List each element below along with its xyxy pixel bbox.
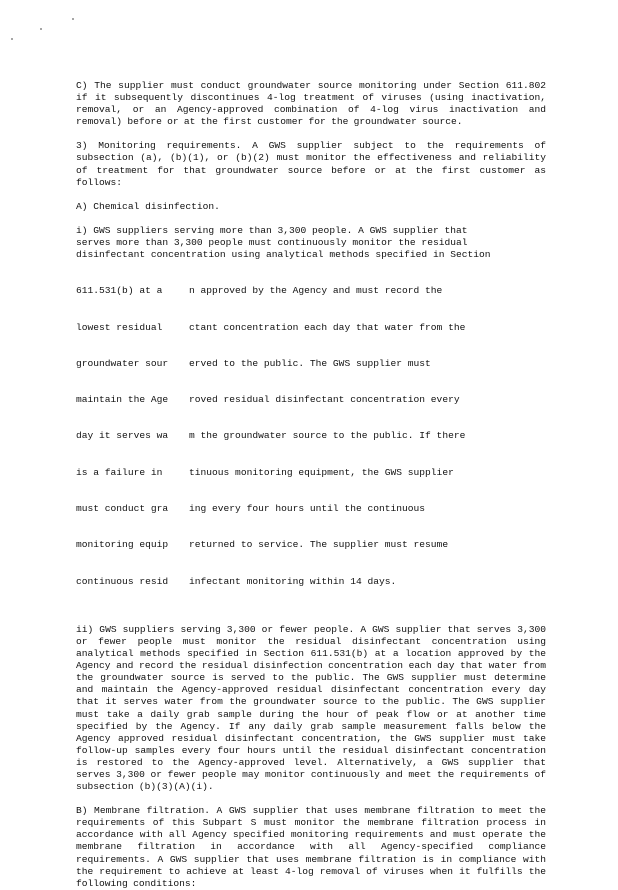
paragraph-i-right-line: tinuous monitoring equipment, the GWS supplier <box>189 466 454 478</box>
paragraph-i-right-line: erved to the public. The GWS supplier must <box>189 357 431 369</box>
scan-speck <box>11 38 13 40</box>
paragraph-i-left-line: lowest residual <box>76 321 163 333</box>
paragraph-c: C) The supplier must conduct groundwater source monitoring under Section 611.802 if it subsequently discontinues 4-log treatment of viruses (using inactivation, removal, or an Agency-approved combination of 4-log virus inactivation and removal) before or at the first customer for the groundwater source. <box>76 80 546 128</box>
paragraph-i-left-line: day it serves wa <box>76 430 169 442</box>
paragraph-i-left-line: continuous resid <box>76 575 169 587</box>
paragraph-i-right-column <box>189 261 546 612</box>
paragraph-i-split-block <box>76 261 546 612</box>
paragraph-i-left-line: maintain the Age <box>76 394 169 406</box>
paragraph-i-left-line: 611.531(b) at a <box>76 285 163 297</box>
paragraph-i-line: serves more than 3,300 people must continuously monitor the residual <box>76 236 468 248</box>
paragraph-ii: ii) GWS suppliers serving 3,300 or fewer people. A GWS supplier that serves 3,300 or fewer people must monitor the residual disinfectant concentration using analytical methods specified in Section 611.531(b) at a location approved by the Agency and record the residual disinfection concentration each day that water from the groundwater source is served to the public. The GWS supplier must determine and maintain the Agency-approved residual disinfectant concentration every day that it serves water from the groundwater source to the public. The GWS supplier must take a daily grab sample during the hour of peak flow or at another time specified by the Agency. If any daily grab sample measurement falls below the Agency approved residual disinfectant concentration, the GWS supplier must take follow-up samples every four hours until the residual disinfectant concentration is restored to the Agency-approved level. Alternatively, a GWS supplier that serves 3,300 or fewer people may monitor continuously and meet the requirements of subsection (b)(3)(A)(i). <box>76 623 546 793</box>
paragraph-i-left-column <box>76 261 181 612</box>
paragraph-i-line: i) GWS suppliers serving more than 3,300 people. A GWS supplier that <box>76 224 468 236</box>
document-body <box>76 80 546 890</box>
paragraph-3-monitoring-requirements: 3) Monitoring requirements. A GWS supplier subject to the requirements of subsection (a), (b)(1), or (b)(2) must monitor the effectiveness and reliability of treatment for that groundwater source before or at the first customer as follows: <box>76 140 546 188</box>
paragraph-i <box>76 225 546 612</box>
paragraph-b-membrane-filtration: B) Membrane filtration. A GWS supplier that uses membrane filtration to meet the requirements of this Subpart S must monitor the membrane filtration process in accordance with all Agency specified monitoring requirements and must operate the membrane filtration in accordance with all Agency-specified compliance requirements. A GWS supplier that uses membrane filtration is in compliance with the requirement to achieve at least 4-log removal of viruses when it fulfills the following conditions: <box>76 805 546 889</box>
paragraph-i-left-line: is a failure in <box>76 466 163 478</box>
paragraph-i-right-line: returned to service. The supplier must resume <box>189 539 449 551</box>
heading-a-chemical-disinfection: A) Chemical disinfection. <box>76 200 220 212</box>
paragraph-i-right-line: roved residual disinfectant concentration every <box>189 394 460 406</box>
paragraph-i-right-line: ctant concentration each day that water from the <box>189 321 466 333</box>
paragraph-i-left-line: monitoring equip <box>76 539 169 551</box>
paragraph-i-right-line: infectant monitoring within 14 days. <box>189 575 397 587</box>
paragraph-i-left-line: groundwater sour <box>76 357 169 369</box>
paragraph-i-right-line: n approved by the Agency and must record the <box>189 285 443 297</box>
paragraph-i-right-line: ing every four hours until the continuous <box>189 503 426 514</box>
scan-speck <box>72 18 74 20</box>
scan-speck <box>40 28 42 30</box>
paragraph-i-line: disinfectant concentration using analytical methods specified in Section <box>76 249 491 261</box>
paragraph-i-right-line: m the groundwater source to the public. If there <box>189 430 466 442</box>
paragraph-i-left-line: must conduct gra <box>76 503 169 514</box>
